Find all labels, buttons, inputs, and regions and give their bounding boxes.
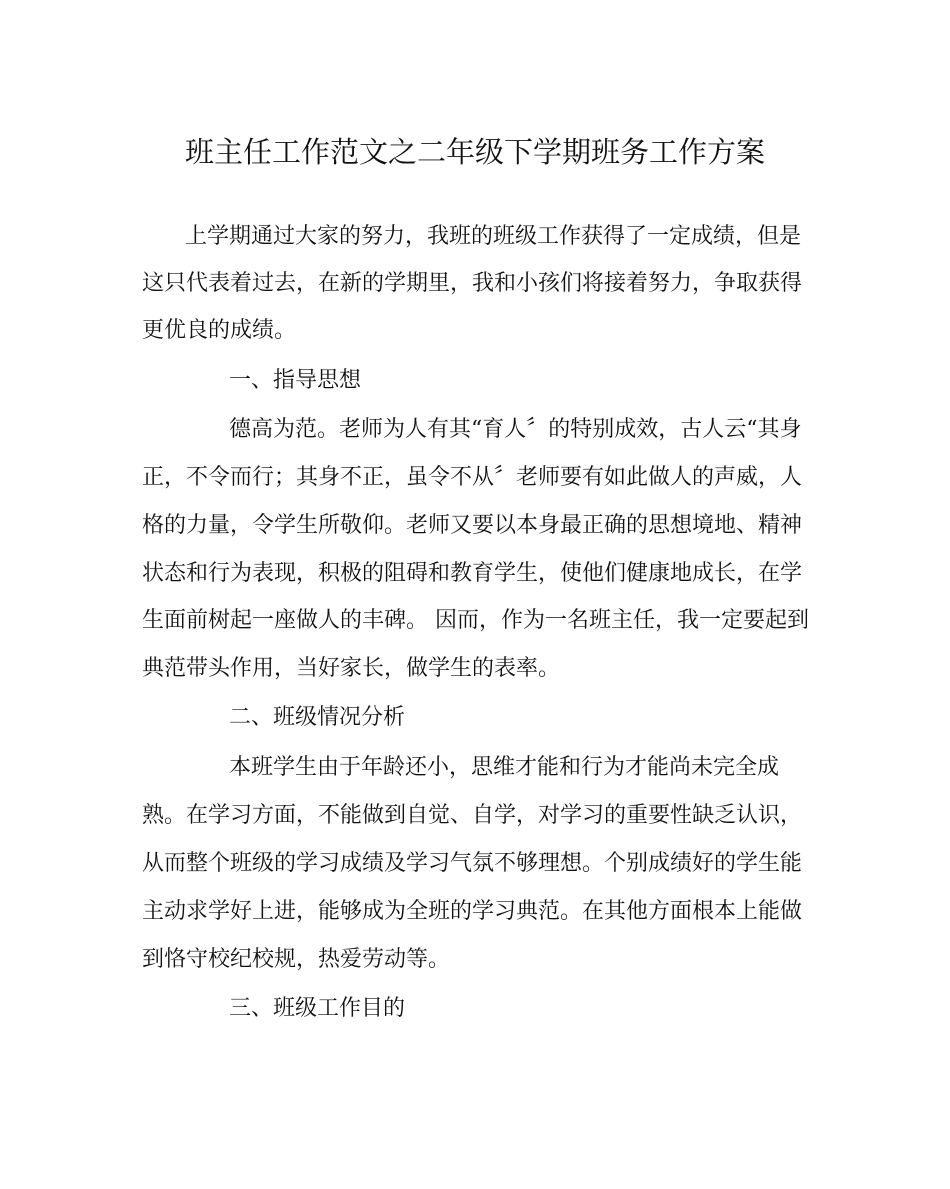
paragraph-line: 状态和行为表现，积极的阻碍和教育学生，使他们健康地成长，在学 <box>142 561 803 586</box>
paragraph-line: 生面前树起一座做人的丰碑。 因而，作为一名班主任，我一定要起到 <box>142 608 809 633</box>
paragraph-line: 到恪守校纪校规，热爱劳动等。 <box>142 947 451 972</box>
document-title: 班主任工作范文之二年级下学期班务工作方案 <box>184 135 765 169</box>
paragraph-line: 上学期通过大家的努力，我班的班级工作获得了一定成绩，但是 <box>185 224 802 249</box>
paragraph-line: 正，不令而行；其身不正，虽令不从〞老师要有如此做人的声威，人 <box>142 465 803 490</box>
paragraph-line: 格的力量，令学生所敬仰。老师又要以本身最正确的思想境地、精神 <box>142 513 803 538</box>
paragraph-line: 这只代表着过去，在新的学期里，我和小孩们将接着努力，争取获得 <box>142 271 803 296</box>
paragraph-line: 主动求学好上进，能够成为全班的学习典范。在其他方面根本上能做 <box>142 899 803 924</box>
paragraph-line: 本班学生由于年龄还小，思维才能和行为才能尚未完全成 <box>229 755 780 780</box>
paragraph-line: 熟。在学习方面，不能做到自觉、自学，对学习的重要性缺乏认识， <box>142 803 803 828</box>
section-heading-class-goals: 三、班级工作目的 <box>229 996 406 1021</box>
paragraph-line: 更优良的成绩。 <box>142 318 297 343</box>
paragraph-line: 德高为范。老师为人有其“育人〞的特别成效，古人云“其身 <box>229 417 802 442</box>
paragraph-line: 从而整个班级的学习成绩及学习气氛不够理想。个别成绩好的学生能 <box>142 851 803 876</box>
section-heading-class-analysis: 二、班级情况分析 <box>229 705 406 730</box>
section-heading-guiding-ideology: 一、指导思想 <box>229 368 362 393</box>
paragraph-line: 典范带头作用，当好家长，做学生的表率。 <box>142 656 561 681</box>
